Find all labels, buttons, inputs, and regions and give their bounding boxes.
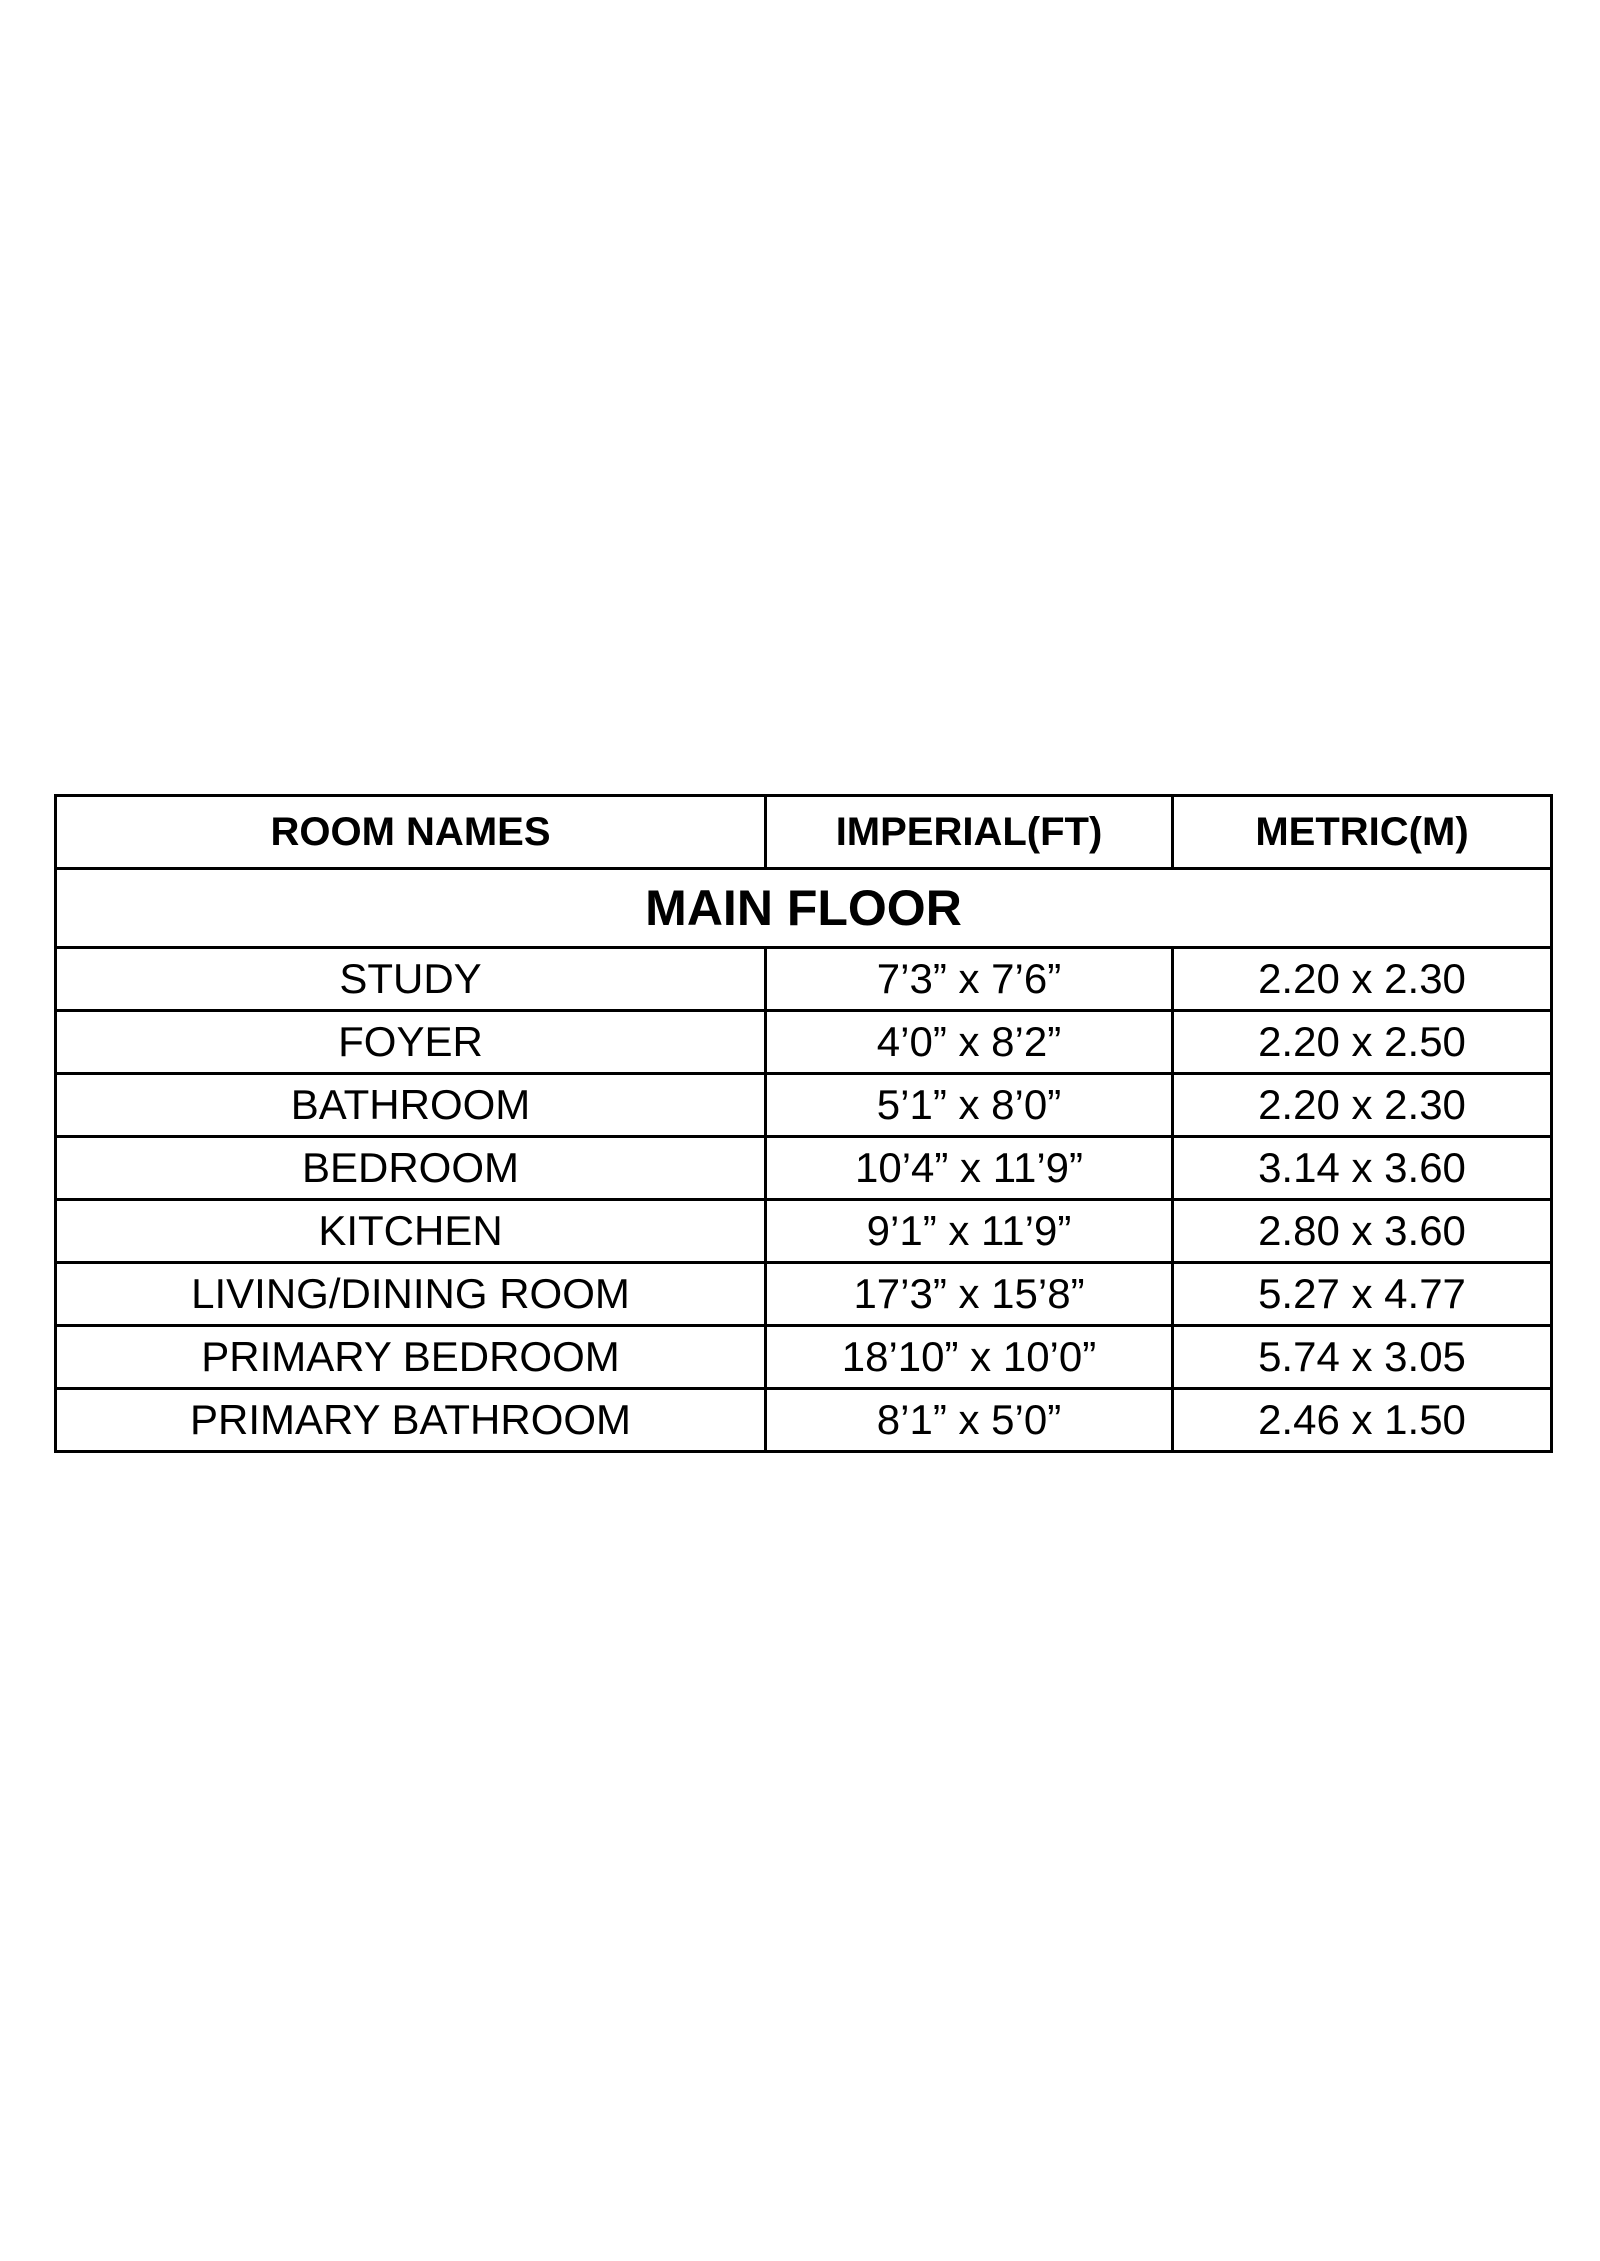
room-name-cell: FOYER: [56, 1011, 766, 1074]
imperial-cell: 18’10” x 10’0”: [766, 1326, 1173, 1389]
table-row: [56, 948, 1552, 1011]
table-row: [56, 1326, 1552, 1389]
room-name-cell: PRIMARY BEDROOM: [56, 1326, 766, 1389]
metric-cell: 2.20 x 2.50: [1173, 1011, 1552, 1074]
table-row: [56, 1011, 1552, 1074]
metric-cell: 2.80 x 3.60: [1173, 1200, 1552, 1263]
table-row: [56, 1200, 1552, 1263]
room-dimensions-table: [54, 794, 1553, 1453]
imperial-cell: 9’1” x 11’9”: [766, 1200, 1173, 1263]
room-name-cell: PRIMARY BATHROOM: [56, 1389, 766, 1452]
table-row: [56, 1137, 1552, 1200]
metric-cell: 2.20 x 2.30: [1173, 948, 1552, 1011]
header-metric: METRIC(M): [1173, 796, 1552, 869]
imperial-cell: 5’1” x 8’0”: [766, 1074, 1173, 1137]
room-name-cell: STUDY: [56, 948, 766, 1011]
section-title: MAIN FLOOR: [56, 869, 1552, 948]
room-name-cell: BATHROOM: [56, 1074, 766, 1137]
metric-cell: 2.46 x 1.50: [1173, 1389, 1552, 1452]
room-name-cell: KITCHEN: [56, 1200, 766, 1263]
header-imperial: IMPERIAL(FT): [766, 796, 1173, 869]
imperial-cell: 10’4” x 11’9”: [766, 1137, 1173, 1200]
imperial-cell: 17’3” x 15’8”: [766, 1263, 1173, 1326]
table-row: [56, 1263, 1552, 1326]
metric-cell: 5.27 x 4.77: [1173, 1263, 1552, 1326]
metric-cell: 3.14 x 3.60: [1173, 1137, 1552, 1200]
header-row: [56, 796, 1552, 869]
section-row: [56, 869, 1552, 948]
room-name-cell: LIVING/DINING ROOM: [56, 1263, 766, 1326]
imperial-cell: 4’0” x 8’2”: [766, 1011, 1173, 1074]
imperial-cell: 7’3” x 7’6”: [766, 948, 1173, 1011]
room-name-cell: BEDROOM: [56, 1137, 766, 1200]
metric-cell: 5.74 x 3.05: [1173, 1326, 1552, 1389]
imperial-cell: 8’1” x 5’0”: [766, 1389, 1173, 1452]
table-row: [56, 1389, 1552, 1452]
metric-cell: 2.20 x 2.30: [1173, 1074, 1552, 1137]
header-room-names: ROOM NAMES: [56, 796, 766, 869]
table-row: [56, 1074, 1552, 1137]
